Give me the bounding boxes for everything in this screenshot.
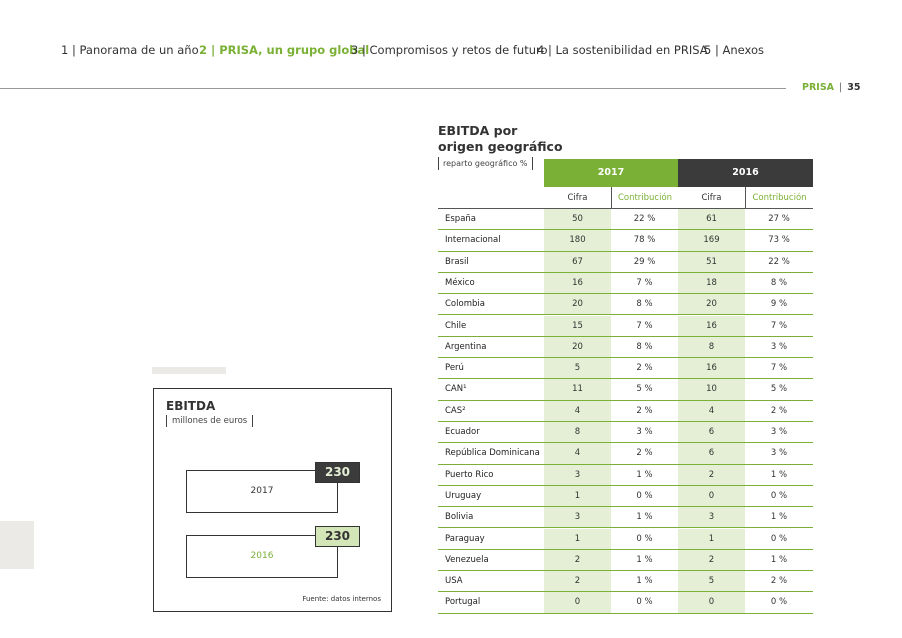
brand-label: PRISA — [802, 82, 835, 93]
table-row — [438, 252, 813, 273]
cell-cifra-2017: 1 — [544, 486, 611, 506]
table-row — [438, 379, 813, 400]
table-row — [438, 422, 813, 443]
table-row — [438, 550, 813, 571]
row-label: Venezuela — [445, 554, 489, 565]
year-header-2016: 2016 — [678, 159, 813, 187]
table-row — [438, 401, 813, 422]
cell-cifra-2016: 1 — [678, 529, 745, 549]
cell-cifra-2017: 180 — [544, 230, 611, 250]
cell-cifra-2017: 0 — [544, 592, 611, 612]
table-title-line1: EBITDA por — [438, 123, 518, 138]
row-label: Argentina — [445, 341, 487, 352]
ebitda-title: EBITDA — [166, 399, 216, 413]
cell-cifra-2017: 20 — [544, 337, 611, 357]
cell-contribucion-2016: 3 % — [770, 427, 788, 437]
cell-cifra-2016: 0 — [678, 592, 745, 612]
table-row — [438, 209, 813, 230]
nav-item-compromisos[interactable]: 3 | Compromisos y retos de futuro — [351, 43, 548, 57]
cell-cifra-2016: 5 — [678, 571, 745, 591]
nav-item-prisa-global[interactable]: 2 | PRISA, un grupo global — [199, 43, 370, 57]
cell-contribucion-2017: 22 % — [633, 214, 656, 224]
row-label: CAN¹ — [445, 384, 467, 395]
ebitda-box — [153, 388, 392, 612]
cell-cifra-2016: 16 — [678, 358, 745, 378]
cell-contribucion-2016: 0 % — [770, 490, 788, 501]
row-label: México — [445, 277, 475, 288]
cell-contribucion-2017: 1 % — [636, 576, 653, 587]
cell-contribucion-2016: 1 % — [770, 554, 788, 565]
cell-cifra-2016: 6 — [678, 443, 745, 463]
nav-item-anexos[interactable]: 5 | Anexos — [704, 43, 765, 57]
cell-contribucion-2017: 5 % — [636, 384, 653, 395]
nav-item-sostenibilidad[interactable]: 4 | La sostenibilidad en PRISA — [537, 43, 708, 57]
table-title-line2: origen geográfico — [438, 139, 563, 154]
cell-cifra-2017: 2 — [544, 571, 611, 591]
cell-cifra-2017: 50 — [544, 209, 611, 229]
cell-contribucion-2017: 29 % — [633, 256, 656, 267]
row-label: Uruguay — [445, 490, 482, 501]
row-label: Bolivia — [445, 512, 474, 523]
cell-cifra-2016: 20 — [678, 294, 745, 314]
cell-cifra-2016: 16 — [678, 316, 745, 336]
col-header-contribucion-2016: Contribución — [745, 187, 813, 209]
cell-contribucion-2017: 2 % — [636, 405, 653, 416]
ebitda-source: Fuente: datos internos — [302, 595, 381, 603]
row-label: Brasil — [445, 256, 469, 267]
row-label: Paraguay — [445, 533, 485, 544]
cell-cifra-2017: 11 — [544, 379, 611, 399]
cell-contribucion-2017: 0 % — [636, 490, 653, 501]
cell-cifra-2016: 61 — [678, 209, 745, 229]
row-label: Chile — [445, 320, 467, 331]
cell-cifra-2016: 51 — [678, 252, 745, 272]
cell-contribucion-2016: 0 % — [770, 597, 788, 608]
table-row — [438, 592, 813, 613]
header-divider — [0, 88, 786, 89]
cell-cifra-2017: 8 — [544, 422, 611, 442]
row-label: Internacional — [445, 235, 501, 246]
cell-cifra-2017: 3 — [544, 507, 611, 527]
ebitda-bar-label: 2016 — [250, 551, 274, 561]
cell-contribucion-2017: 78 % — [633, 235, 656, 246]
col-header-contribucion-2017: Contribución — [611, 187, 678, 209]
cell-cifra-2016: 8 — [678, 337, 745, 357]
table-row — [438, 316, 813, 337]
cell-cifra-2017: 15 — [544, 316, 611, 336]
cell-contribucion-2017: 7 % — [636, 277, 653, 288]
cell-cifra-2017: 20 — [544, 294, 611, 314]
table-row — [438, 337, 813, 358]
page-number: 35 — [847, 82, 861, 93]
cell-contribucion-2017: 1 % — [636, 512, 653, 523]
cell-contribucion-2016: 7 % — [770, 320, 788, 331]
cell-contribucion-2017: 1 % — [636, 469, 653, 480]
cell-cifra-2016: 3 — [678, 507, 745, 527]
ebitda-bar-label: 2017 — [250, 486, 274, 496]
cell-cifra-2016: 0 — [678, 486, 745, 506]
cell-cifra-2017: 5 — [544, 358, 611, 378]
row-label: Colombia — [445, 299, 485, 310]
cell-contribucion-2017: 3 % — [636, 427, 653, 437]
cell-contribucion-2016: 3 % — [770, 341, 788, 352]
row-label: Portugal — [445, 597, 481, 608]
year-header-2017: 2017 — [544, 159, 678, 187]
cell-contribucion-2017: 0 % — [636, 597, 653, 608]
cell-cifra-2016: 169 — [678, 230, 745, 250]
table-row — [438, 465, 813, 486]
table-row — [438, 486, 813, 507]
table-row — [438, 230, 813, 251]
col-header-cifra-2016: Cifra — [678, 187, 745, 209]
cell-contribucion-2016: 27 % — [768, 214, 790, 224]
cell-contribucion-2016: 5 % — [770, 384, 788, 395]
cell-contribucion-2016: 2 % — [770, 576, 788, 587]
row-label: CAS² — [445, 405, 466, 416]
cell-cifra-2016: 18 — [678, 273, 745, 293]
cell-contribucion-2016: 2 % — [770, 405, 788, 416]
page-separator: | — [839, 82, 843, 93]
cell-contribucion-2016: 3 % — [770, 448, 788, 459]
cell-contribucion-2017: 2 % — [636, 363, 653, 374]
decorative-grey-bar — [152, 367, 226, 374]
table-row — [438, 443, 813, 464]
cell-contribucion-2016: 9 % — [770, 299, 788, 310]
table-row — [438, 571, 813, 592]
cell-cifra-2017: 67 — [544, 252, 611, 272]
cell-contribucion-2016: 0 % — [770, 533, 788, 544]
table-row — [438, 507, 813, 528]
ebitda-value-2017: 230 — [315, 462, 360, 483]
col-header-name — [438, 187, 544, 209]
cell-cifra-2016: 2 — [678, 465, 745, 485]
page-info — [802, 82, 860, 93]
cell-contribucion-2016: 1 % — [770, 512, 788, 523]
cell-cifra-2017: 4 — [544, 443, 611, 463]
cell-cifra-2017: 1 — [544, 529, 611, 549]
ebitda-value-2016: 230 — [315, 526, 360, 547]
row-label: Puerto Rico — [445, 469, 494, 480]
cell-contribucion-2017: 1 % — [636, 554, 653, 565]
cell-contribucion-2016: 73 % — [768, 235, 790, 246]
ebitda-subtitle: millones de euros — [166, 415, 253, 427]
cell-contribucion-2016: 8 % — [770, 277, 788, 288]
table-subtitle: reparto geográfico % — [438, 157, 533, 170]
row-label: República Dominicana — [445, 448, 540, 459]
nav-item-panorama[interactable]: 1 | Panorama de un año — [61, 43, 199, 57]
table-title — [438, 123, 563, 155]
cell-contribucion-2017: 8 % — [636, 299, 653, 310]
col-header-cifra-2017: Cifra — [544, 187, 611, 209]
cell-contribucion-2017: 0 % — [636, 533, 653, 544]
row-label: USA — [445, 576, 463, 587]
cell-cifra-2017: 3 — [544, 465, 611, 485]
cell-cifra-2017: 4 — [544, 401, 611, 421]
cell-cifra-2017: 16 — [544, 273, 611, 293]
cell-cifra-2017: 2 — [544, 550, 611, 570]
cell-cifra-2016: 4 — [678, 401, 745, 421]
cell-cifra-2016: 10 — [678, 379, 745, 399]
row-label: Ecuador — [445, 427, 480, 437]
row-label: España — [445, 214, 476, 224]
table-row — [438, 529, 813, 550]
cell-contribucion-2016: 1 % — [770, 469, 788, 480]
cell-contribucion-2016: 7 % — [770, 363, 788, 374]
cell-contribucion-2016: 22 % — [768, 256, 790, 267]
row-label: Perú — [445, 363, 464, 374]
cell-cifra-2016: 6 — [678, 422, 745, 442]
table-row — [438, 358, 813, 379]
cell-contribucion-2017: 8 % — [636, 341, 653, 352]
cell-contribucion-2017: 2 % — [636, 448, 653, 459]
table-row — [438, 294, 813, 315]
table-row — [438, 273, 813, 294]
cell-cifra-2016: 2 — [678, 550, 745, 570]
cell-contribucion-2017: 7 % — [636, 320, 653, 331]
decorative-grey-block — [0, 521, 34, 569]
